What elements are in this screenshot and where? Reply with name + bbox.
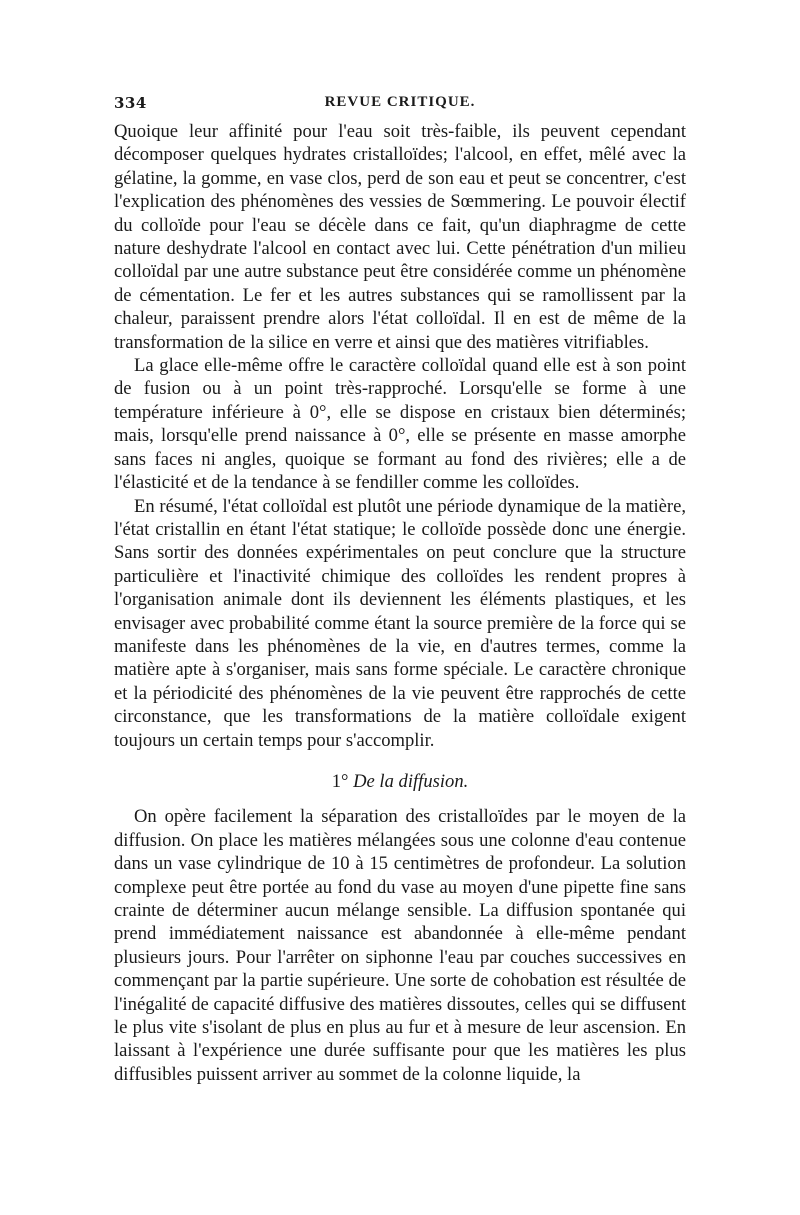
page [114, 94, 686, 1086]
paragraph-2: La glace elle-même offre le caractère colloïdal quand elle est à son point de fusion ou à un point très-rapproché. Lorsqu'elle se forme à une température inférieure à 0°, elle se dispose en cristaux bien déterminés; mais, lorsqu'elle prend naissance à 0°, elle se présente en masse amorphe sans faces ni angles, quoique se formant au fond des rivières; elle a de l'élasticité et de la tendance à se fendiller comme les colloïdes. [114, 355, 686, 494]
section-title: De la diffusion. [353, 770, 469, 792]
body-text [114, 120, 686, 1086]
page-number: 334 [114, 94, 147, 112]
paragraph-3: En résumé, l'état colloïdal est plutôt une période dynamique de la matière, l'état cristallin en étant l'état statique; le colloïde possède donc une énergie. Sans sortir des données expérimentales on peut conclure que la structure particulière et l'inactivité chimique des colloïdes les rendent propres à l'organisation animale dont ils deviennent les éléments plastiques, et les envisager avec probabilité comme étant la source première de la force qui se manifeste dans les phénomènes de la vie, en d'autres termes, comme la matière apte à s'organiser, mais sans forme spéciale. Le caractère chronique et la périodicité des phénomènes de la vie peuvent être rapprochés de cette circonstance, que les transformations de la matière colloïdale exigent toujours un certain temps pour s'accomplir. [114, 495, 686, 751]
paragraph-1: Quoique leur affinité pour l'eau soit très-faible, ils peuvent cependant décomposer quelques hydrates cristalloïdes; l'alcool, en effet, mêlé avec la gélatine, la gomme, en vase clos, perd de son eau et peut se concentrer, c'est l'explication des phénomènes des vessies de Sœmmering. Le pouvoir électif du colloïde pour l'eau se décèle dans ce fait, qu'un diaphragme de cette nature deshydrate l'alcool en contact avec lui. Cette pénétration d'un milieu colloïdal par une autre substance peut être considérée comme un phénomène de cémentation. Le fer et les autres substances qui se ramollissent par la chaleur, paraissent prendre alors l'état colloïdal. Il en est de même de la transformation de la silice en verre et ainsi que des matières vitrifiables. [114, 121, 686, 353]
section-heading [114, 770, 686, 793]
page-header [114, 94, 686, 120]
section-number: 1° [331, 770, 349, 792]
running-head: REVUE CRITIQUE. [324, 94, 476, 110]
paragraph-4: On opère facilement la séparation des cristalloïdes par le moyen de la diffusion. On place les matières mélangées sous une colonne d'eau contenue dans un vase cylindrique de 10 à 15 centimètres de profondeur. La solution complexe peut être portée au fond du vase au moyen d'une pipette fine sans crainte de déterminer aucun mélange sensible. La diffusion spontanée qui prend immédiatement naissance est abandonnée à elle-même pendant plusieurs jours. Pour l'arrêter on siphonne l'eau par couches successives en commençant par la partie supérieure. Une sorte de cohobation est résultée de l'inégalité de capacité diffusive des matières dissoutes, celles qui se diffusent le plus vite s'isolant de plus en plus au fur et à mesure de leur ascension. En laissant à l'expérience une durée suffisante pour que les matières les plus diffusibles puissent arriver au sommet de la colonne liquide, la [114, 806, 686, 1085]
